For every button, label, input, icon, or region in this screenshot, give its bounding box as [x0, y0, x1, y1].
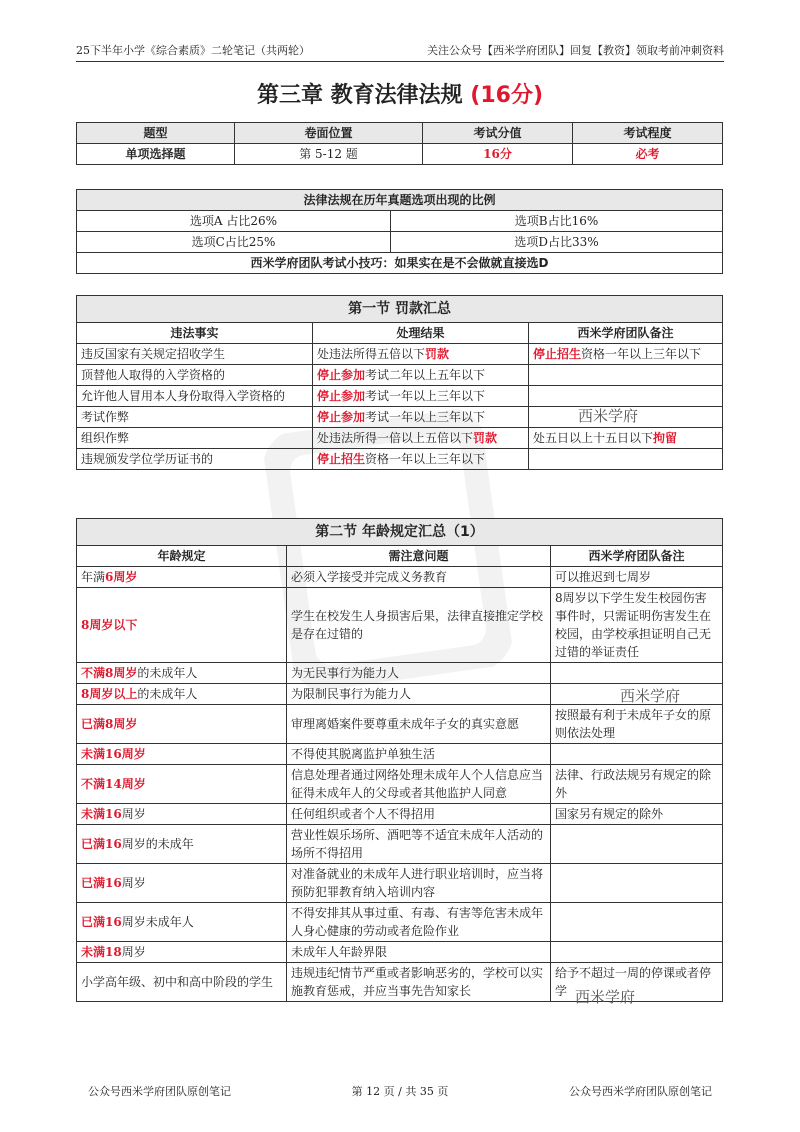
table-row: 已满8周岁 审理离婚案件要尊重未成年子女的真实意愿 按照最有利于未成年子女的原则依法处理: [77, 705, 723, 744]
table-row: 违反国家有关规定招收学生 处违法所得五倍以下罚款 停止招生资格一年以上三年以下: [77, 344, 723, 365]
watermark-text: 西米学府: [620, 687, 681, 705]
info-header: 考试分值: [423, 123, 573, 144]
table-row: 顶替他人取得的入学资格的 停止参加考试二年以上五年以下: [77, 365, 723, 386]
ratio-title: 法律法规在历年真题选项出现的比例: [77, 190, 723, 211]
page-title: 第三章 教育法律法规 (16分): [256, 83, 544, 108]
watermark-text: 西米学府: [578, 407, 639, 425]
info-header: 题型: [77, 123, 235, 144]
fines-header: 西米学府团队备注: [529, 323, 723, 344]
age-rules-table: [76, 518, 723, 1002]
ratio-a: 选项A 占比26%: [77, 211, 391, 232]
footer-left: 公众号西米学府团队原创笔记: [88, 1085, 231, 1098]
table-row: 未满18周岁 未成年人年龄界限: [77, 942, 723, 963]
age-header: 西米学府团队备注: [551, 546, 723, 567]
info-header: 考试程度: [573, 123, 723, 144]
ratio-table: [76, 189, 723, 274]
ratio-d: 选项D占比33%: [391, 232, 723, 253]
section2-title: 第二节 年龄规定汇总（1）: [77, 519, 723, 546]
ratio-tip: 西米学府团队考试小技巧：如果实在是不会做就直接选D: [77, 253, 723, 274]
info-cell-type: 单项选择题: [77, 144, 235, 165]
page-number: 第 12 页 / 共 35 页: [351, 1085, 449, 1098]
info-cell-score: 16分: [423, 144, 573, 165]
table-row: 考试作弊 停止参加考试一年以上三年以下: [77, 407, 723, 428]
page-header: [76, 36, 724, 62]
title-score: (16分): [470, 83, 544, 108]
age-header: 年龄规定: [77, 546, 287, 567]
ratio-c: 选项C占比25%: [77, 232, 391, 253]
page-footer: [88, 1083, 712, 1099]
info-cell-position: 第 5-12 题: [235, 144, 423, 165]
table-row: 小学高年级、初中和高中阶段的学生 违规违纪情节严重或者影响恶劣的，学校可以实施教育惩戒，并应当事先告知家长 给予不超过一周的停课或者停学: [77, 963, 723, 1002]
info-cell-level: 必考: [573, 144, 723, 165]
table-row: 违规颁发学位学历证书的 停止招生资格一年以上三年以下: [77, 449, 723, 470]
watermark-text: 西米学府: [575, 988, 636, 1006]
table-row: 8周岁以上的未成年人 为限制民事行为能力人: [77, 684, 723, 705]
header-right: 关注公众号【西米学府团队】回复【教资】领取考前冲刺资料: [427, 44, 724, 57]
fines-header: 处理结果: [313, 323, 529, 344]
age-header: 需注意问题: [287, 546, 551, 567]
footer-right: 公众号西米学府团队原创笔记: [569, 1085, 712, 1098]
table-row: 允许他人冒用本人身份取得入学资格的 停止参加考试一年以上三年以下: [77, 386, 723, 407]
table-row: 组织作弊 处违法所得一倍以上五倍以下罚款 处五日以上十五日以下拘留: [77, 428, 723, 449]
fines-header: 违法事实: [77, 323, 313, 344]
ratio-b: 选项B占比16%: [391, 211, 723, 232]
fines-table: [76, 295, 723, 470]
table-row: 未满16周岁 任何组织或者个人不得招用 国家另有规定的除外: [77, 804, 723, 825]
info-table: [76, 122, 723, 165]
table-row: 8周岁以下 学生在校发生人身损害后果，法律直接推定学校是存在过错的 8周岁以下学生发生校园伤害事件时，只需证明伤害发生在校园，由学校承担证明自己无过错的举证责任: [77, 588, 723, 663]
table-row: 不满8周岁的未成年人 为无民事行为能力人: [77, 663, 723, 684]
section1-title: 第一节 罚款汇总: [77, 296, 723, 323]
table-row: 已满16周岁 对准备就业的未成年人进行职业培训时，应当将预防犯罪教育纳入培训内容: [77, 864, 723, 903]
table-row: 已满16周岁的未成年 营业性娱乐场所、酒吧等不适宜未成年人活动的场所不得招用: [77, 825, 723, 864]
info-header: 卷面位置: [235, 123, 423, 144]
table-row: 不满14周岁 信息处理者通过网络处理未成年人个人信息应当征得未成年人的父母或者其他监护人同意 法律、行政法规另有规定的除外: [77, 765, 723, 804]
table-row: 年满6周岁 必须入学接受并完成义务教育 可以推迟到七周岁: [77, 567, 723, 588]
table-row: 已满16周岁未成年人 不得安排其从事过重、有毒、有害等危害未成年人身心健康的劳动或者危险作业: [77, 903, 723, 942]
table-row: 未满16周岁 不得使其脱离监护单独生活: [77, 744, 723, 765]
header-left: 25下半年小学《综合素质》二轮笔记（共两轮）: [76, 44, 310, 57]
